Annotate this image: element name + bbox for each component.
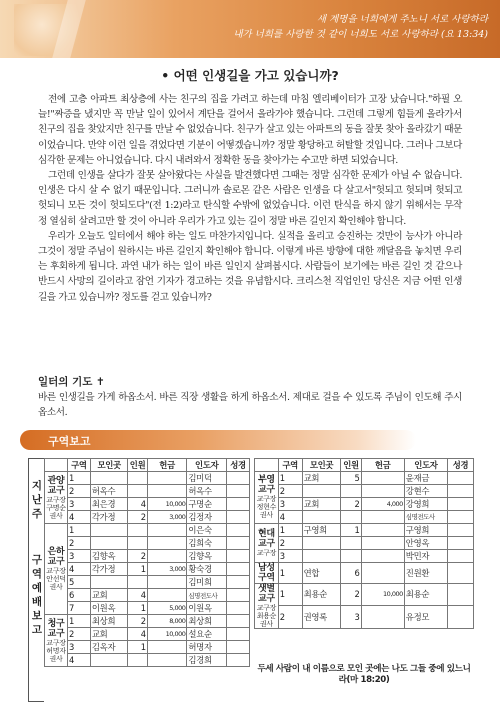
table-cell	[361, 536, 404, 549]
header-cell: 인원	[341, 459, 361, 472]
table-header-row	[45, 459, 250, 472]
table-cell	[128, 524, 147, 537]
banner-verse	[188, 12, 488, 42]
header-cell: 성경	[448, 459, 474, 472]
table-cell: 5	[67, 576, 90, 589]
table-cell	[341, 485, 361, 498]
table-cell: 이은숙	[187, 524, 227, 537]
table-cell	[128, 654, 147, 667]
table-cell: 5	[341, 472, 361, 485]
bullet-icon: •	[161, 68, 174, 83]
table-cell: 1	[278, 562, 302, 583]
table-cell	[128, 537, 147, 550]
group-leader: 교구장	[256, 548, 277, 557]
table-cell: 8,000	[147, 615, 187, 628]
article-paragraph-3: 우리가 오늘도 일터에서 해야 하는 일도 마찬가지입니다. 실적을 올리고 승진하는 것만이 능사가 아니라 그것이 정말 주님이 원하시는 바른 길인지 확인해야 합니다. 이렇게 바른 방향에 대한 깨달음을 놓치면 우리는 후회하게 됩니다. 과연 내가 하는 일이 바른 일인지 살펴봅시다. 사람들이 보기에는 바른 길인 것 같으나 반드시 사망의 길이라고 잠언 기자가 경고하는 것을 유념합시다. 크리스천 직업인인 당신은 지금 어떤 인생길을 가고 있습니까? 정도를 걷고 있습니까?	[38, 230, 462, 303]
table-cell: 구영희	[302, 523, 341, 536]
table-cell: 각가정	[90, 511, 128, 524]
table-cell: 4,000	[361, 498, 404, 511]
table-cell	[448, 583, 474, 606]
table-cell	[227, 602, 250, 615]
article-body	[38, 92, 462, 305]
table-cell: 윤재금	[404, 472, 447, 485]
table-cell: 1	[67, 524, 90, 537]
cross-icon: ✝	[96, 376, 105, 388]
table-cell	[90, 576, 128, 589]
table-cell	[448, 472, 474, 485]
group-name: 남성 구역	[257, 562, 275, 583]
header-cell: 인원	[129, 460, 146, 470]
header-cell: 인도자	[404, 459, 447, 472]
table-cell: 진원환	[404, 562, 447, 583]
table-row	[255, 485, 474, 498]
table-cell: 2	[278, 606, 302, 629]
table-row	[45, 511, 250, 524]
table-row	[255, 583, 474, 606]
table-cell	[147, 472, 187, 485]
table-cell	[128, 485, 147, 498]
table-row	[255, 562, 474, 583]
table-cell: 2	[128, 511, 147, 524]
banner-verse-line1: 새 계명을 너희에게 주노니 서로 사랑하라	[316, 14, 488, 25]
table-cell: 심명전도사	[404, 511, 447, 524]
group-name: 관양 교구	[47, 475, 65, 496]
table-cell: 최상희	[90, 615, 128, 628]
table-cell: 3	[278, 549, 302, 562]
table-cell	[227, 485, 250, 498]
table-row	[45, 628, 250, 641]
table-cell	[448, 523, 474, 536]
table-cell: 최용순	[404, 583, 447, 606]
table-cell	[227, 576, 250, 589]
table-cell: 3	[67, 498, 90, 511]
table-cell	[302, 511, 341, 524]
table-cell: 구영희	[404, 523, 447, 536]
table-row	[45, 641, 250, 654]
table-cell	[448, 536, 474, 549]
table-cell: 허명자	[187, 641, 227, 654]
right-report-table	[254, 458, 474, 629]
table-cell: 2	[128, 550, 147, 563]
table-cell	[302, 536, 341, 549]
group-name-cell	[255, 583, 279, 628]
table-row	[45, 524, 250, 537]
table-cell: 4	[128, 589, 147, 602]
table-row	[45, 472, 250, 485]
table-cell	[227, 589, 250, 602]
table-cell: 3	[278, 498, 302, 511]
table-cell	[147, 576, 187, 589]
table-row	[255, 536, 474, 549]
report-section-label: 구역보고	[48, 435, 91, 448]
banner-verse-line2: 내가 너희를 사랑한 것 같이 너희도 서로 사랑하라 (요 13:34)	[233, 29, 488, 40]
table-cell: 10,000	[147, 628, 187, 641]
table-cell: 1	[341, 523, 361, 536]
header-cell: 헌금	[361, 459, 404, 472]
table-cell: 1	[67, 472, 90, 485]
group-leader: 교구장 구명순 권사	[46, 495, 66, 520]
table-cell: 이원옥	[187, 602, 227, 615]
article-paragraph-2: 그런데 인생을 살다가 잘못 살아왔다는 사실을 발견했다면 그때는 정말 심각한 문제가 아닐 수 없습니다. 인생은 다시 살 수 없기 때문입니다. 그러니까 솔로몬 같은 사람은 인생을 다 살고서"헛되고 헛되며 헛되고 헛되니 모든 것이 헛되도다"(전 1:2)라고 탄식할 수밖에 없었습니다. 이런 탄식을 하지 않기 위해서는 무작정 열심히 살려고만 할 것이 아니라 우리가 가고 있는 길이 정말 바른 길인지 확인해야 합니다.	[38, 170, 462, 227]
table-cell: 강현수	[404, 485, 447, 498]
table-cell: 설요순	[187, 628, 227, 641]
article-title-text: 어떤 인생길을 가고 있습니까?	[173, 68, 339, 83]
table-cell	[90, 654, 128, 667]
table-cell: 4	[67, 511, 90, 524]
article-paragraph-1: 전에 고층 아파트 최상층에 사는 친구의 집을 가려고 하는데 마침 엘리베이터가 고장 났습니다."하필 오늘!"짜증을 냈지만 꼭 만날 일이 있어서 계단을 걸어서 올라가야 했습니다. 그런데 그렇게 힘들게 올라가서 친구의 집을 찾았지만 친구를 만날 수 없었습니다. 친구가 살고 있는 아파트의 동을 잘못 찾아 올라갔기 때문이었습니다. 만약 이런 일을 겪었다면 기분이 어떻겠습니까? 정말 황당하고 허탈할 것입니다. 그러나 그보다 심각한 문제는 아니었습니다. 다시 내려와서 정확한 동을 찾아가는 수고만 하면 되었습니다.	[38, 94, 462, 166]
table-cell: 교회	[90, 628, 128, 641]
table-cell: 3	[67, 641, 90, 654]
district-report	[28, 458, 474, 702]
table-cell	[147, 537, 187, 550]
table-cell: 10,000	[361, 583, 404, 606]
prayer-text: 바른 인생길을 가게 하옵소서. 바른 직장 생활을 하게 하옵소서. 제대로 걸을 수 있도록 주님이 인도해 주시옵소서.	[38, 392, 462, 419]
table-cell	[227, 563, 250, 576]
table-cell	[227, 641, 250, 654]
table-header-row	[255, 459, 474, 472]
header-banner	[0, 0, 500, 58]
table-cell	[147, 589, 187, 602]
table-cell: 1	[128, 641, 147, 654]
table-cell: 2	[341, 583, 361, 606]
group-name: 청구 교구	[47, 618, 65, 639]
group-name: 샛별 교구	[257, 583, 275, 604]
table-row	[255, 472, 474, 485]
table-row	[255, 498, 474, 511]
group-name-cell	[45, 615, 68, 667]
table-cell: 김정자	[187, 511, 227, 524]
group-leader: 교구장 정현수 권사	[256, 495, 277, 520]
table-cell	[341, 549, 361, 562]
table-cell	[227, 628, 250, 641]
table-row	[45, 537, 250, 550]
table-cell: 연합	[302, 562, 341, 583]
table-cell: 황숙경	[187, 563, 227, 576]
table-cell: 김경희	[187, 654, 227, 667]
table-cell: 1	[278, 583, 302, 606]
table-row	[255, 549, 474, 562]
table-row	[45, 602, 250, 615]
table-row	[255, 511, 474, 524]
table-cell: 김희숙	[187, 537, 227, 550]
table-cell: 1	[278, 523, 302, 536]
table-cell: 교회	[302, 472, 341, 485]
table-cell	[302, 485, 341, 498]
table-cell	[448, 606, 474, 629]
table-cell	[147, 550, 187, 563]
table-cell	[90, 524, 128, 537]
table-cell: 최상희	[187, 615, 227, 628]
table-cell	[341, 511, 361, 524]
report-section-header	[20, 430, 480, 450]
side-label-last-week: 지 난 주	[31, 480, 43, 520]
prayer-title	[38, 374, 105, 389]
table-cell: 7	[67, 602, 90, 615]
side-label-column	[28, 458, 44, 702]
table-cell: 6	[341, 562, 361, 583]
table-cell: 각가정	[90, 563, 128, 576]
table-row	[45, 485, 250, 498]
side-label-district-worship: 구 역 예 배 보 고	[31, 554, 43, 636]
table-cell: 김향옥	[90, 550, 128, 563]
table-cell: 4	[128, 628, 147, 641]
table-cell: 김미희	[187, 576, 227, 589]
table-cell	[361, 485, 404, 498]
table-cell	[361, 472, 404, 485]
table-cell: 1	[128, 563, 147, 576]
group-name: 부영 교구	[257, 475, 275, 496]
group-leader: 교구장 최용순 권사	[256, 603, 277, 628]
table-cell: 4	[67, 654, 90, 667]
table-cell: 3	[341, 606, 361, 629]
table-cell: 5,000	[147, 602, 187, 615]
table-cell: 4	[128, 498, 147, 511]
table-cell: 구명순	[187, 498, 227, 511]
header-cell: 헌금	[147, 459, 187, 472]
table-cell	[361, 549, 404, 562]
header-blank	[255, 459, 279, 472]
table-cell: 권영록	[302, 606, 341, 629]
table-cell	[227, 472, 250, 485]
table-cell: 2	[67, 537, 90, 550]
table-cell	[341, 536, 361, 549]
table-cell: 이원옥	[90, 602, 128, 615]
table-cell: 안영옥	[404, 536, 447, 549]
table-cell: 2	[278, 536, 302, 549]
table-cell	[227, 511, 250, 524]
group-name: 은하 교구	[47, 547, 65, 567]
table-cell	[227, 498, 250, 511]
group-name-cell	[45, 472, 68, 524]
table-cell: 3,000	[147, 511, 187, 524]
table-cell: 교회	[90, 589, 128, 602]
table-cell: 4	[278, 511, 302, 524]
table-cell: 교회	[302, 498, 341, 511]
table-cell	[227, 550, 250, 563]
table-cell: 허옥수	[187, 485, 227, 498]
table-cell: 2	[128, 615, 147, 628]
table-cell	[361, 606, 404, 629]
report-footnote: 두세 사람이 내 이름으로 모인 곳에는 나도 그들 중에 있느니라(마 18:20)	[257, 664, 471, 685]
prayer-title-text: 일터의 기도	[38, 376, 93, 388]
table-cell: 허옥수	[90, 485, 128, 498]
header-blank	[45, 459, 68, 472]
table-cell	[448, 549, 474, 562]
table-cell: 김향옥	[187, 550, 227, 563]
table-cell: 2	[67, 628, 90, 641]
table-cell	[128, 576, 147, 589]
table-cell	[302, 549, 341, 562]
table-cell: 2	[67, 485, 90, 498]
table-cell: 최은경	[90, 498, 128, 511]
table-cell	[227, 524, 250, 537]
group-leader: 교구장 허명자 권사	[46, 638, 66, 663]
table-cell: 2	[341, 498, 361, 511]
table-row	[45, 563, 250, 576]
table-cell: 심명전도사	[187, 589, 227, 602]
table-cell: 유정모	[404, 606, 447, 629]
table-cell	[147, 654, 187, 667]
group-name-cell	[255, 472, 279, 524]
table-cell	[227, 654, 250, 667]
table-cell	[128, 472, 147, 485]
table-row	[45, 550, 250, 563]
header-cell: 모인곳	[90, 459, 128, 472]
table-cell: 박민자	[404, 549, 447, 562]
table-cell: 4	[67, 563, 90, 576]
table-cell	[90, 537, 128, 550]
table-cell	[361, 562, 404, 583]
table-cell	[147, 524, 187, 537]
table-cell	[147, 485, 187, 498]
header-cell: 구역	[278, 459, 302, 472]
table-row	[255, 523, 474, 536]
table-row	[45, 498, 250, 511]
header-cell: 구역	[67, 459, 90, 472]
group-leader: 교구장 안선덕 권사	[46, 567, 66, 591]
table-cell	[448, 485, 474, 498]
group-name-cell	[255, 562, 279, 583]
table-cell	[90, 472, 128, 485]
table-row	[255, 606, 474, 629]
table-row	[45, 576, 250, 589]
table-cell: 6	[67, 589, 90, 602]
group-name-cell	[255, 523, 279, 562]
table-row	[45, 654, 250, 667]
table-cell: 1	[278, 472, 302, 485]
table-row	[45, 589, 250, 602]
left-report-table	[44, 458, 250, 667]
table-cell: 김미덕	[187, 472, 227, 485]
table-cell: 2	[278, 485, 302, 498]
table-cell: 김옥자	[90, 641, 128, 654]
table-cell: 10,000	[147, 498, 187, 511]
table-cell	[147, 641, 187, 654]
table-cell	[361, 511, 404, 524]
table-cell: 3,000	[147, 563, 187, 576]
header-cell: 성경	[227, 459, 250, 472]
article-title	[0, 66, 500, 84]
group-name-cell	[45, 524, 68, 615]
table-cell: 1	[67, 615, 90, 628]
header-cell: 인도자	[187, 459, 227, 472]
table-cell	[448, 511, 474, 524]
group-name: 현대 교구	[257, 528, 275, 549]
table-row	[45, 615, 250, 628]
header-cell: 모인곳	[302, 459, 341, 472]
table-cell	[227, 537, 250, 550]
table-cell	[448, 562, 474, 583]
table-cell: 최용순	[302, 583, 341, 606]
table-cell	[227, 615, 250, 628]
table-cell	[361, 523, 404, 536]
table-cell: 1	[128, 602, 147, 615]
table-cell	[448, 498, 474, 511]
table-cell: 3	[67, 550, 90, 563]
table-cell: 강영희	[404, 498, 447, 511]
